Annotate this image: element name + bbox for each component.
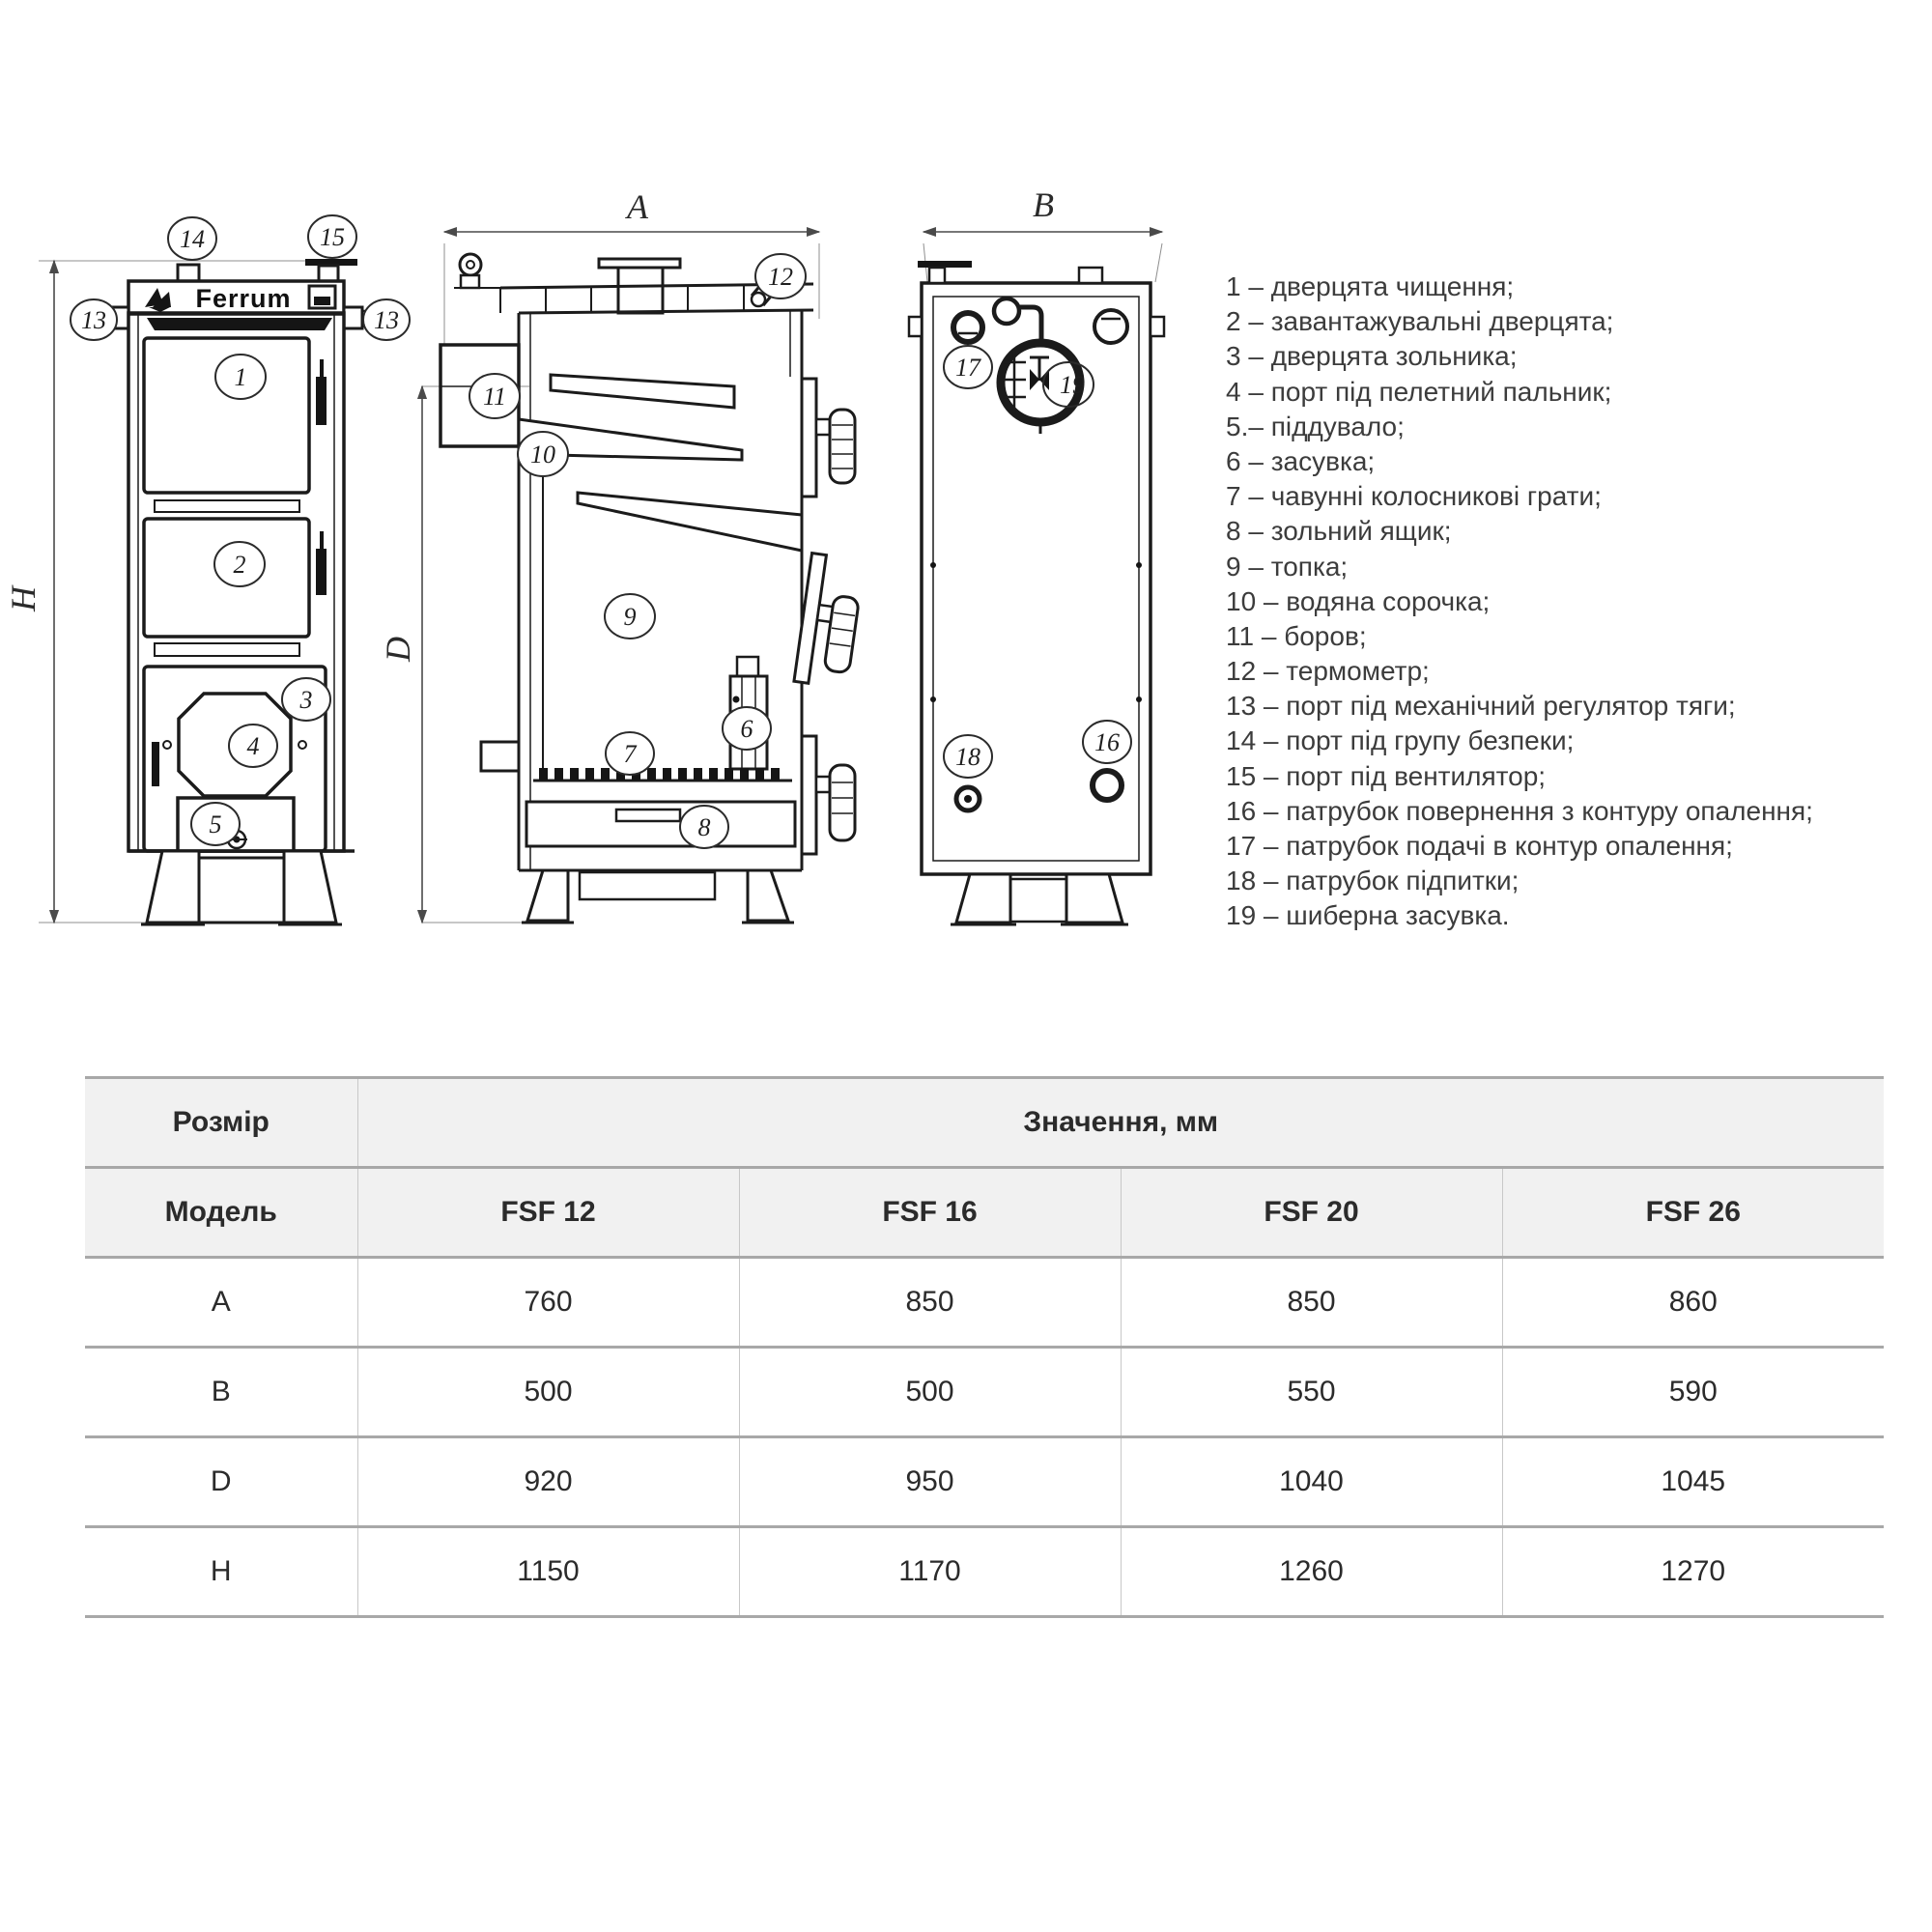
- door-hinge: [316, 377, 327, 425]
- value-cell: 500: [739, 1348, 1121, 1437]
- callout-19: [1043, 362, 1094, 407]
- front-view: [4, 215, 410, 924]
- fan-port-icon: [1094, 310, 1127, 343]
- legend-item-7: 7 – чавунні колосникові грати;: [1226, 481, 1602, 512]
- dim-label-D: D: [379, 637, 417, 662]
- table-row-D: [85, 1437, 1884, 1527]
- svg-text:9: 9: [623, 603, 637, 631]
- legend-item-1: 1 – дверцята чищення;: [1226, 271, 1515, 301]
- value-cell: 860: [1502, 1258, 1884, 1348]
- legend-item-11: 11 – боров;: [1226, 620, 1367, 651]
- size-header-cell: Розмір: [85, 1078, 357, 1168]
- leg: [284, 851, 336, 923]
- value-cell: 1150: [357, 1527, 739, 1617]
- model-fsf16: FSF 16: [739, 1168, 1121, 1258]
- legend-item-10: 10 – водяна сорочка;: [1226, 585, 1491, 616]
- value-cell: 590: [1502, 1348, 1884, 1437]
- value-cell: 760: [357, 1258, 739, 1348]
- model-fsf12: FSF 12: [357, 1168, 739, 1258]
- legend-item-18: 18 – патрубок підпитки;: [1226, 866, 1520, 896]
- leg: [1066, 874, 1122, 923]
- svg-text:17: 17: [955, 354, 980, 382]
- table-header-row: [85, 1078, 1884, 1168]
- baffle-plate: [578, 493, 802, 551]
- lifting-eye-icon: [460, 254, 481, 288]
- legend-item-12: 12 – термометр;: [1226, 656, 1430, 687]
- svg-text:4: 4: [246, 732, 260, 760]
- value-cell: 1170: [739, 1527, 1121, 1617]
- chimney-stub: [618, 268, 663, 313]
- callout-13-left: [71, 299, 117, 340]
- callout-14: [168, 217, 216, 260]
- svg-text:10: 10: [530, 440, 555, 469]
- callout-17: [944, 346, 992, 388]
- callout-13-right: [363, 299, 410, 340]
- leg: [527, 870, 568, 921]
- value-cell: 950: [739, 1437, 1121, 1527]
- dim-label-A: A: [627, 187, 648, 226]
- svg-text:19: 19: [1060, 371, 1085, 399]
- svg-text:13: 13: [374, 306, 399, 334]
- callout-11: [469, 374, 520, 418]
- table-row-H: [85, 1527, 1884, 1617]
- dim-label-B: B: [1033, 185, 1054, 224]
- legend-item-4: 4 – порт під пелетний пальник;: [1226, 376, 1612, 407]
- callout-9: [605, 594, 655, 639]
- brand-logo-text: Ferrum: [195, 284, 292, 313]
- svg-text:1: 1: [234, 363, 247, 391]
- makeup-pipe-icon: [956, 787, 980, 810]
- svg-text:11: 11: [482, 383, 507, 411]
- legend-item-14: 14 – порт під групу безпеки;: [1226, 725, 1575, 756]
- leg: [748, 870, 788, 921]
- value-cell: 550: [1121, 1348, 1502, 1437]
- legend-item-2: 2 – завантажувальні дверцята;: [1226, 306, 1614, 337]
- svg-text:14: 14: [180, 225, 205, 253]
- legend-item-3: 3 – дверцята зольника;: [1226, 341, 1518, 372]
- door-handle: [802, 736, 855, 854]
- table-row-B: [85, 1348, 1884, 1437]
- svg-text:6: 6: [740, 715, 753, 743]
- svg-text:2: 2: [233, 551, 246, 579]
- svg-text:13: 13: [81, 306, 106, 334]
- safety-group-port: [178, 265, 199, 281]
- callout-1: [215, 355, 266, 399]
- draft-regulator-port-right: [344, 307, 362, 328]
- legend-item-9: 9 – топка;: [1226, 551, 1349, 582]
- table-row-A: [85, 1258, 1884, 1348]
- svg-text:15: 15: [320, 223, 345, 251]
- model-header-cell: Модель: [85, 1168, 357, 1258]
- value-cell: 1045: [1502, 1437, 1884, 1527]
- callout-3: [282, 678, 330, 721]
- callout-16: [1083, 721, 1131, 763]
- callout-5: [191, 803, 240, 845]
- row-label: B: [85, 1348, 357, 1437]
- callout-10: [518, 432, 568, 476]
- legend-item-19: 19 – шиберна засувка.: [1226, 900, 1510, 931]
- legend-item-5: 5.– піддувало;: [1226, 411, 1405, 441]
- legend-item-15: 15 – порт під вентилятор;: [1226, 760, 1547, 791]
- value-cell: 850: [1121, 1258, 1502, 1348]
- table-model-row: [85, 1168, 1884, 1258]
- callout-15: [308, 215, 356, 258]
- baffle-plate: [551, 375, 734, 408]
- legend-item-13: 13 – порт під механічний регулятор тяги;: [1226, 691, 1736, 722]
- legend-item-6: 6 – засувка;: [1226, 445, 1376, 476]
- legend-item-16: 16 – патрубок повернення з контуру опалення;: [1226, 795, 1813, 826]
- callout-12: [755, 254, 806, 298]
- svg-text:7: 7: [623, 740, 637, 768]
- door-handle: [802, 379, 855, 497]
- value-cell: 1260: [1121, 1527, 1502, 1617]
- value-cell: 850: [739, 1258, 1121, 1348]
- rear-view: [909, 185, 1164, 924]
- row-label: A: [85, 1258, 357, 1348]
- callout-18: [944, 735, 992, 778]
- side-section-view: [379, 187, 865, 923]
- callout-2: [214, 542, 265, 586]
- svg-text:3: 3: [299, 686, 313, 714]
- row-label: D: [85, 1437, 357, 1527]
- svg-text:12: 12: [768, 263, 793, 291]
- supply-pipe-icon: [953, 313, 982, 342]
- callout-7: [606, 732, 654, 775]
- svg-text:8: 8: [697, 813, 711, 841]
- dim-label-H: H: [4, 586, 43, 611]
- callout-6: [723, 707, 771, 750]
- svg-text:5: 5: [209, 810, 222, 838]
- model-fsf26: FSF 26: [1502, 1168, 1884, 1258]
- svg-text:16: 16: [1094, 728, 1120, 756]
- value-cell: 920: [357, 1437, 739, 1527]
- value-cell: 500: [357, 1348, 739, 1437]
- value-header-cell: Значення, мм: [357, 1078, 1884, 1168]
- door-hinge: [316, 549, 327, 595]
- return-pipe-icon: [1093, 771, 1122, 800]
- legend-item-17: 17 – патрубок подачі в контур опалення;: [1226, 831, 1733, 861]
- safety-pipe-icon: [994, 298, 1041, 341]
- row-label: H: [85, 1527, 357, 1617]
- model-fsf20: FSF 20: [1121, 1168, 1502, 1258]
- dimensions-table: [85, 1076, 1884, 1618]
- legend-item-8: 8 – зольний ящик;: [1226, 516, 1452, 547]
- value-cell: 1270: [1502, 1527, 1884, 1617]
- value-cell: 1040: [1121, 1437, 1502, 1527]
- callout-8: [680, 806, 728, 848]
- callout-4: [229, 724, 277, 767]
- leg: [147, 851, 199, 923]
- svg-text:18: 18: [955, 743, 980, 771]
- leg: [956, 874, 1010, 923]
- door-handle: [794, 554, 865, 689]
- parts-legend: [1226, 270, 1902, 934]
- fan-port: [319, 266, 338, 281]
